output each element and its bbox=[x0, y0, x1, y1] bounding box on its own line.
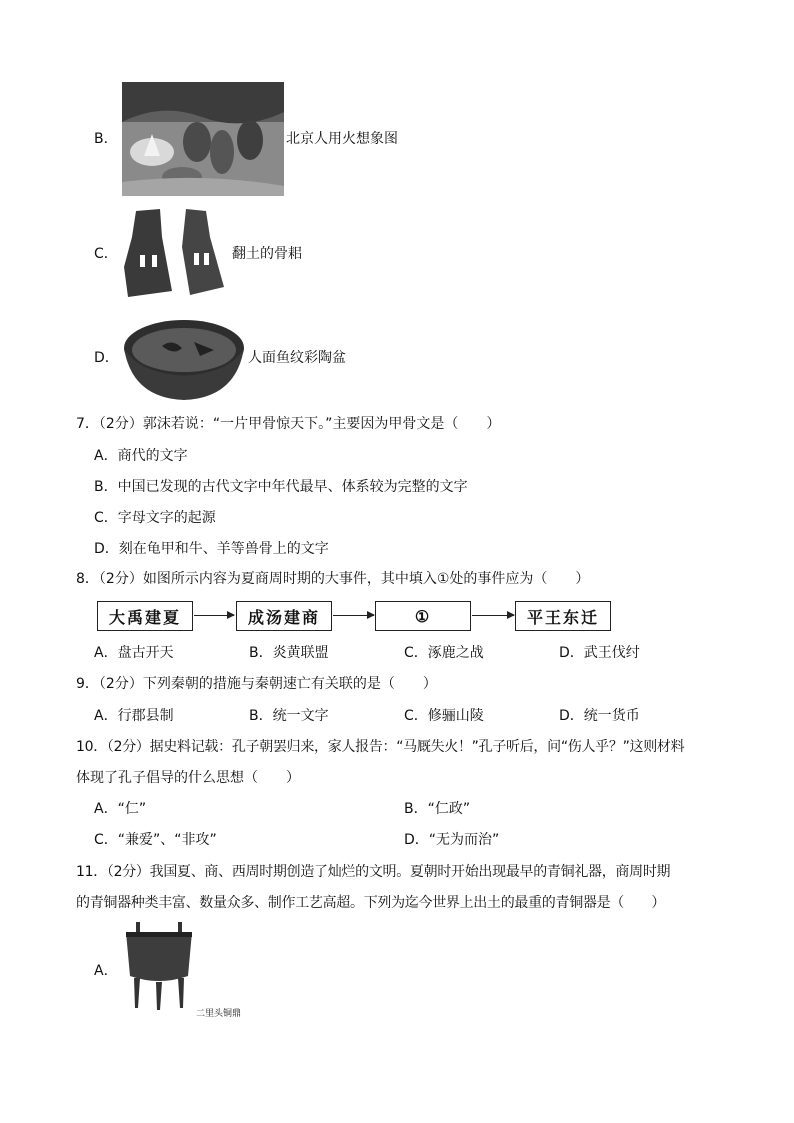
flow-arrow-2 bbox=[333, 615, 374, 616]
q9-option-c: C．修骊山陵 bbox=[404, 708, 484, 724]
q11-option-a-caption: 二里头铜鼎 bbox=[196, 1009, 242, 1019]
flow-box-4: 平王东迁 bbox=[515, 601, 611, 631]
q6-option-d-label: D． bbox=[94, 350, 119, 366]
q10-stem-line2: 体现了孔子倡导的什么思想（ ） bbox=[76, 770, 300, 786]
q11-stem-line1: 11．（2分）我国夏、商、西周时期创造了灿烂的文明。夏朝时开始出现最早的青铜礼器，商周时期 bbox=[76, 864, 671, 880]
q8-stem: 8．（2分）如图所示内容为夏商周时期的大事件，其中填入①处的事件应为（ ） bbox=[76, 571, 590, 587]
q10-option-a: A．“仁” bbox=[94, 801, 147, 817]
q6-option-c-label: C． bbox=[94, 246, 118, 262]
q7-option-d: D．刻在龟甲和牛、羊等兽骨上的文字 bbox=[94, 541, 329, 557]
q6-option-b-caption: 北京人用火想象图 bbox=[286, 131, 398, 147]
q7-stem: 7．（2分）郭沫若说：“一片甲骨惊天下。”主要因为甲骨文是（ ） bbox=[76, 416, 501, 432]
flow-box-1: 大禹建夏 bbox=[97, 601, 193, 631]
q9-option-a: A．行郡县制 bbox=[94, 708, 174, 724]
q7-option-c: C．字母文字的起源 bbox=[94, 510, 216, 526]
q11-stem-line2: 的青铜器种类丰富、数量众多、制作工艺高超。下列为迄今世界上出土的最重的青铜器是（ ） bbox=[76, 895, 666, 911]
bone-spade-image bbox=[120, 207, 230, 299]
q9-option-d: D．统一货币 bbox=[559, 708, 640, 724]
erlitou-bronze-ding-image bbox=[122, 920, 196, 1012]
flow-box-2: 成汤建商 bbox=[236, 601, 332, 631]
q7-option-b: B．中国已发现的古代文字中年代最早、体系较为完整的文字 bbox=[94, 479, 468, 495]
painted-pottery-basin-image bbox=[122, 310, 246, 402]
q6-option-c-caption: 翻土的骨耜 bbox=[232, 246, 302, 262]
peking-man-fire-image bbox=[122, 82, 284, 196]
q10-stem-line1: 10．（2分）据史料记载：孔子朝罢归来，家人报告：“马厩失火！”孔子听后，问“伤人乎？”这则材料 bbox=[76, 739, 685, 755]
q8-option-a: A．盘古开天 bbox=[94, 645, 174, 661]
flow-arrow-1 bbox=[194, 615, 234, 616]
q10-option-c: C．“兼爱”、“非攻” bbox=[94, 832, 217, 848]
q7-option-a: A．商代的文字 bbox=[94, 448, 188, 464]
flow-arrow-3 bbox=[472, 615, 514, 616]
q6-option-b-label: B． bbox=[94, 131, 118, 147]
flow-box-3: ① bbox=[375, 601, 471, 631]
q11-option-a-label: A． bbox=[94, 963, 118, 979]
q8-option-b: B．炎黄联盟 bbox=[249, 645, 329, 661]
q6-option-d-caption: 人面鱼纹彩陶盆 bbox=[248, 350, 346, 366]
q8-option-d: D．武王伐纣 bbox=[559, 645, 640, 661]
q10-option-d: D．“无为而治” bbox=[404, 832, 500, 848]
q8-option-c: C．涿鹿之战 bbox=[404, 645, 484, 661]
q9-option-b: B．统一文字 bbox=[249, 708, 329, 724]
q9-stem: 9．（2分）下列秦朝的措施与秦朝速亡有关联的是（ ） bbox=[76, 676, 437, 692]
q10-option-b: B．“仁政” bbox=[404, 801, 471, 817]
